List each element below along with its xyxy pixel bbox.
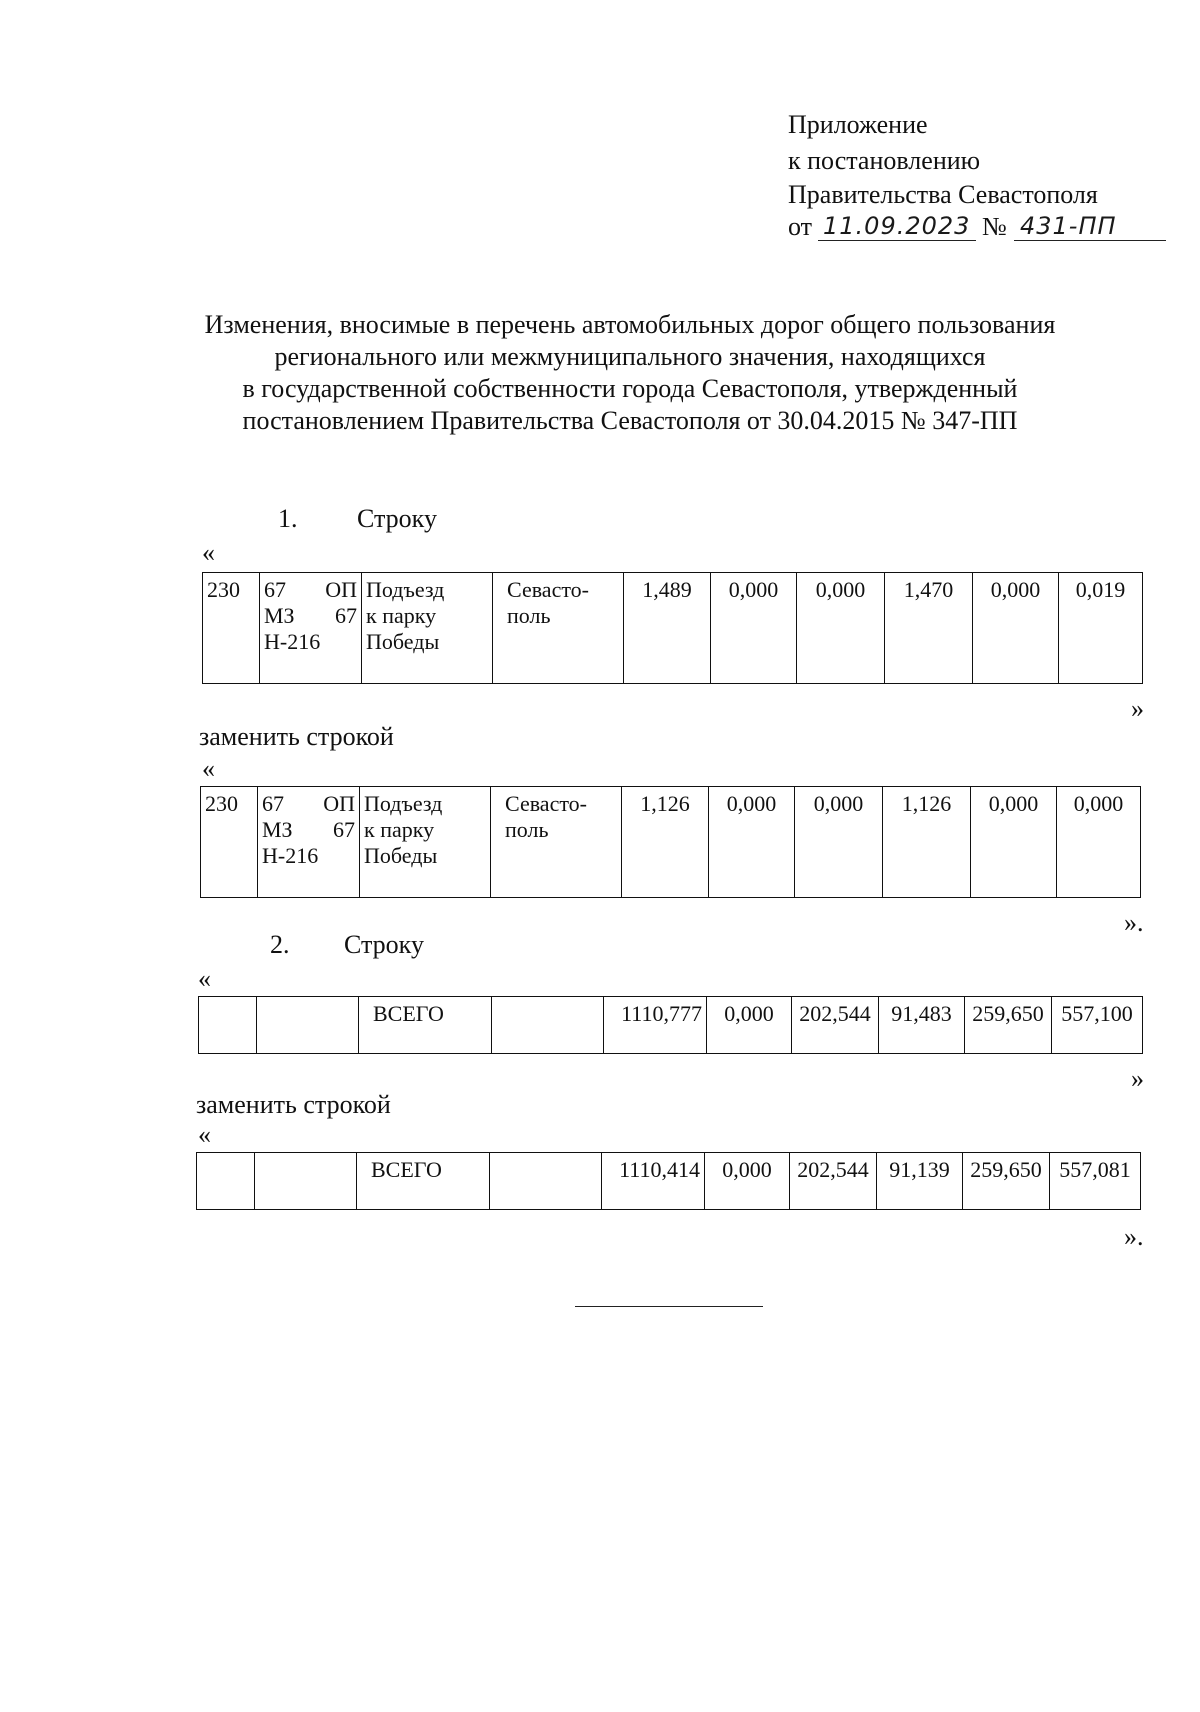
value-cell: 0,000 (707, 997, 792, 1054)
road-id-part: Н-216 (262, 843, 319, 868)
road-number-cell: 230 (201, 787, 258, 898)
title-line-4: постановлением Правительства Севастополя от 30.04.2015 № 347-ПП (242, 406, 1018, 435)
empty-cell (197, 1153, 255, 1210)
value-cell: 202,544 (792, 997, 879, 1054)
value-cell: 0,000 (711, 573, 797, 684)
section-2-open-quote: « (198, 964, 211, 993)
road-name-line: Победы (364, 843, 438, 868)
road-id-part: Н-216 (264, 629, 321, 654)
date-underline (818, 240, 976, 241)
appendix-from-label: от (788, 212, 813, 241)
location-cell (491, 787, 622, 898)
road-id-cell (258, 787, 360, 898)
road-id-part: МЗ (262, 817, 293, 842)
appendix-number: 431-ПП (1020, 212, 1117, 240)
empty-cell (257, 997, 359, 1054)
road-id-cell (260, 573, 362, 684)
appendix-line-3: Правительства Севастополя (788, 180, 1098, 209)
road-name-line: Подъезд (366, 577, 445, 602)
table-row (199, 997, 1143, 1054)
section-2-old-row-table (198, 996, 1143, 1054)
value-cell: 259,650 (963, 1153, 1050, 1210)
section-2-new-row-table (196, 1152, 1141, 1210)
road-id-part: 67 (333, 817, 355, 842)
value-cell: 202,544 (790, 1153, 877, 1210)
empty-cell (492, 997, 604, 1054)
location-line: поль (507, 603, 551, 628)
value-cell: 0,000 (709, 787, 795, 898)
road-name-line: Победы (366, 629, 440, 654)
title-line-3: в государственной собственности города Севастополя, утвержденный (242, 374, 1018, 403)
value-cell: 0,000 (971, 787, 1057, 898)
road-id-part: МЗ (264, 603, 295, 628)
number-underline (1014, 240, 1166, 241)
road-id-part: 67 (335, 603, 357, 628)
road-name-cell (362, 573, 493, 684)
road-id-part: ОП (323, 791, 355, 816)
length-total-cell: 1,126 (622, 787, 709, 898)
value-cell: 1,470 (885, 573, 973, 684)
value-cell: 0,000 (797, 573, 885, 684)
section-2-open-quote-2: « (198, 1120, 211, 1149)
road-id-part: 67 (262, 791, 284, 816)
appendix-line-2: к постановлению (788, 146, 981, 175)
location-cell (493, 573, 624, 684)
section-1-close-quote: » (1131, 694, 1144, 723)
length-total-cell: 1110,414 (602, 1153, 705, 1210)
section-1-number: 1. (278, 504, 298, 533)
appendix-date: 11.09.2023 (823, 212, 971, 240)
road-id-part: 67 (264, 577, 286, 602)
table-row (203, 573, 1143, 684)
section-2-number: 2. (270, 930, 290, 959)
value-cell: 557,081 (1050, 1153, 1141, 1210)
appendix-line-1: Приложение (788, 110, 928, 139)
road-name-line: Подъезд (364, 791, 443, 816)
value-cell: 0,000 (973, 573, 1059, 684)
section-1-label: Строку (357, 504, 437, 533)
value-cell: 0,000 (705, 1153, 790, 1210)
empty-cell (490, 1153, 602, 1210)
section-2-label: Строку (344, 930, 424, 959)
value-cell: 0,019 (1059, 573, 1143, 684)
road-id-part: ОП (325, 577, 357, 602)
empty-cell (199, 997, 257, 1054)
section-2-close-quote: » (1131, 1064, 1144, 1093)
section-1-old-row-table (202, 572, 1143, 684)
road-name-line: к парку (364, 817, 435, 842)
title-line-1: Изменения, вносимые в перечень автомобильных дорог общего пользования (204, 310, 1056, 339)
section-2-close-quote-2: ». (1124, 1222, 1144, 1251)
total-label-cell: ВСЕГО (357, 1153, 490, 1210)
value-cell: 1,126 (883, 787, 971, 898)
title-line-2: регионального или межмуниципального значения, находящихся (274, 342, 986, 371)
empty-cell (255, 1153, 357, 1210)
section-1-open-quote-2: « (202, 754, 215, 783)
end-divider (575, 1306, 763, 1307)
section-1-close-quote-2: ». (1124, 908, 1144, 937)
section-1-replace-label: заменить строкой (199, 722, 394, 751)
length-total-cell: 1,489 (624, 573, 711, 684)
road-number-cell: 230 (203, 573, 260, 684)
value-cell: 557,100 (1052, 997, 1143, 1054)
section-1-open-quote: « (202, 538, 215, 567)
road-name-line: к парку (366, 603, 437, 628)
location-line: Севасто- (507, 577, 589, 602)
table-row (201, 787, 1141, 898)
value-cell: 91,483 (879, 997, 965, 1054)
length-total-cell: 1110,777 (604, 997, 707, 1054)
value-cell: 0,000 (1057, 787, 1141, 898)
value-cell: 91,139 (877, 1153, 963, 1210)
section-1-new-row-table (200, 786, 1141, 898)
value-cell: 259,650 (965, 997, 1052, 1054)
location-line: Севасто- (505, 791, 587, 816)
section-2-replace-label: заменить строкой (196, 1090, 391, 1119)
table-row (197, 1153, 1141, 1210)
appendix-number-label: № (982, 212, 1007, 241)
total-label-cell: ВСЕГО (359, 997, 492, 1054)
value-cell: 0,000 (795, 787, 883, 898)
location-line: поль (505, 817, 549, 842)
road-name-cell (360, 787, 491, 898)
